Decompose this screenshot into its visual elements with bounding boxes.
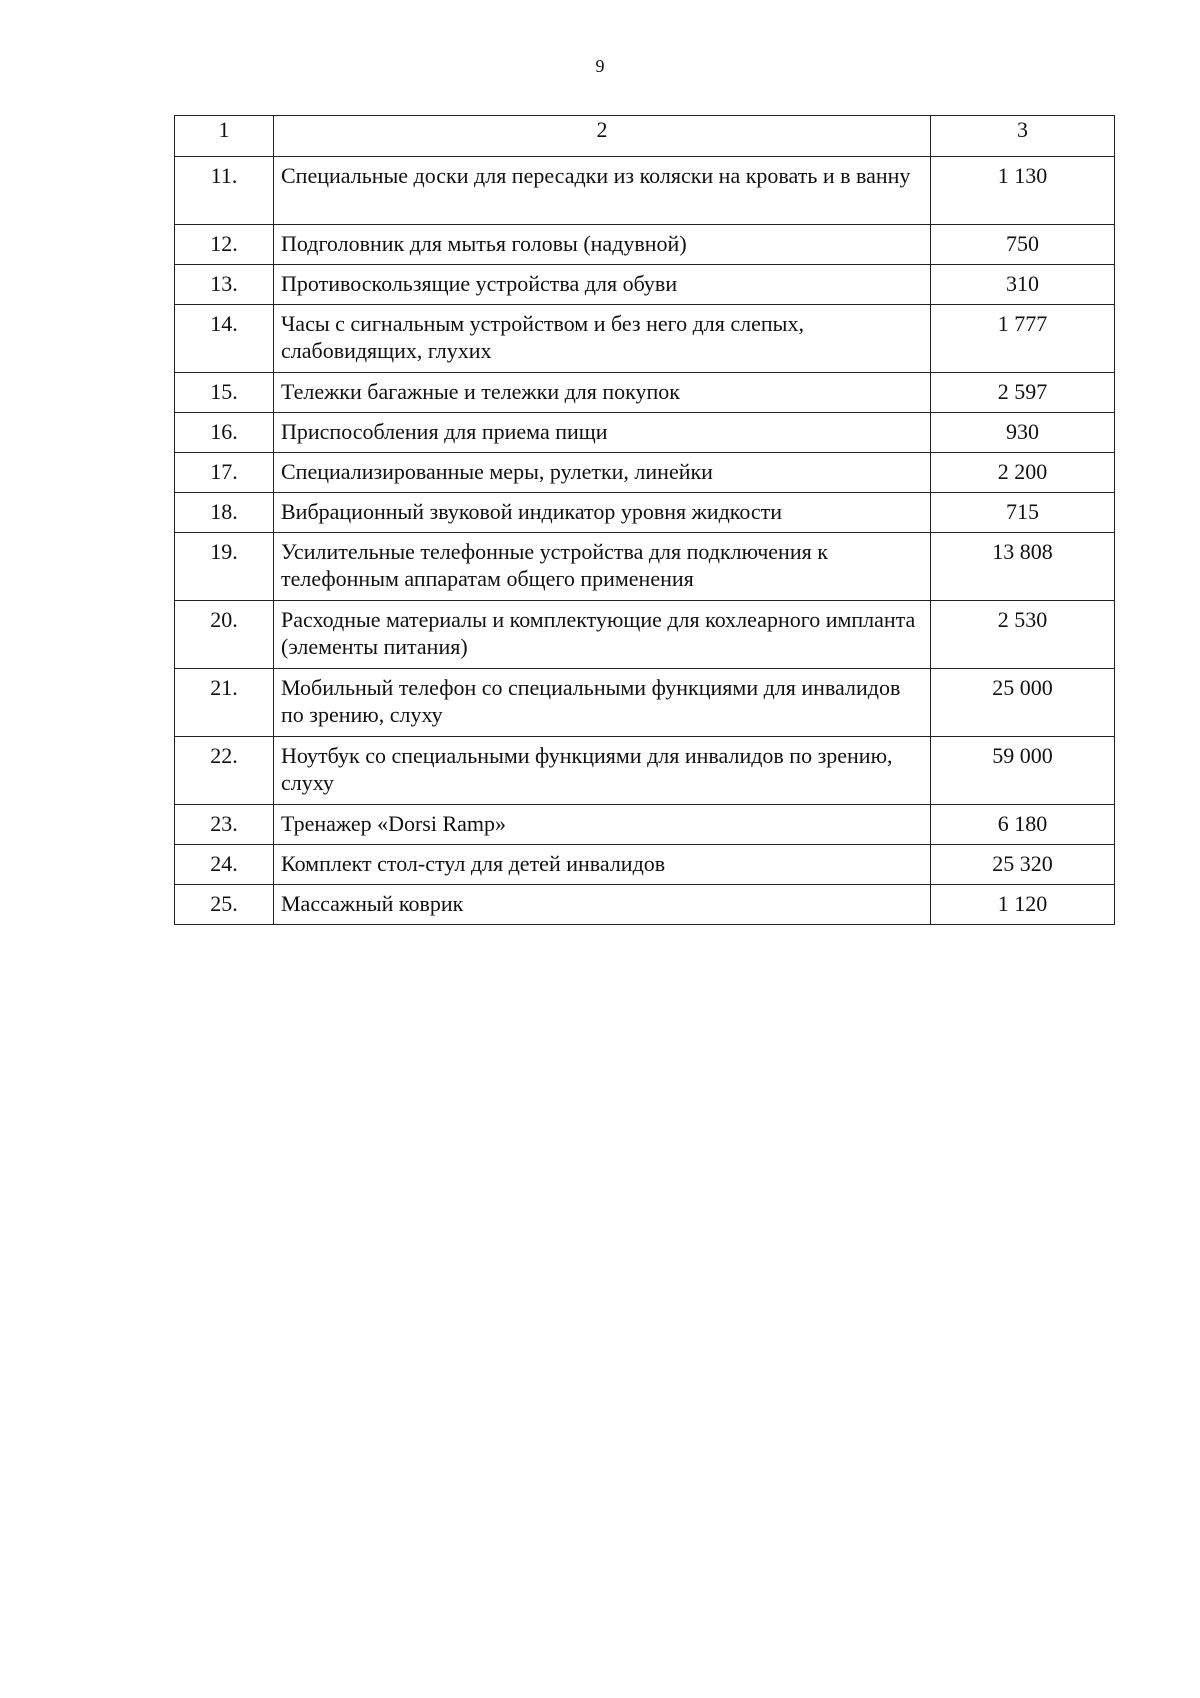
row-number: 23. xyxy=(175,805,274,845)
table-header-row xyxy=(175,116,1115,157)
row-name: Ноутбук со специальными функциями для инвалидов по зрению, слуху xyxy=(274,737,931,805)
row-price: 2 200 xyxy=(931,453,1115,493)
table-row xyxy=(175,413,1115,453)
row-number: 24. xyxy=(175,845,274,885)
header-cell-name: 2 xyxy=(274,116,931,157)
row-price: 1 130 xyxy=(931,157,1115,225)
table-row xyxy=(175,533,1115,601)
row-number: 11. xyxy=(175,157,274,225)
table-row xyxy=(175,225,1115,265)
row-number: 13. xyxy=(175,265,274,305)
table-row xyxy=(175,737,1115,805)
table-row xyxy=(175,885,1115,925)
row-price: 6 180 xyxy=(931,805,1115,845)
row-price: 310 xyxy=(931,265,1115,305)
row-price: 2 597 xyxy=(931,373,1115,413)
page-number: 9 xyxy=(595,56,605,76)
row-number: 16. xyxy=(175,413,274,453)
row-price: 715 xyxy=(931,493,1115,533)
row-price: 1 120 xyxy=(931,885,1115,925)
row-number: 20. xyxy=(175,601,274,669)
row-number: 17. xyxy=(175,453,274,493)
row-number: 22. xyxy=(175,737,274,805)
table-row xyxy=(175,265,1115,305)
header-cell-number: 1 xyxy=(175,116,274,157)
row-name: Специализированные меры, рулетки, линейки xyxy=(274,453,931,493)
row-price: 750 xyxy=(931,225,1115,265)
row-number: 15. xyxy=(175,373,274,413)
row-name: Вибрационный звуковой индикатор уровня жидкости xyxy=(274,493,931,533)
table-row xyxy=(175,305,1115,373)
row-number: 12. xyxy=(175,225,274,265)
row-name: Приспособления для приема пищи xyxy=(274,413,931,453)
price-table xyxy=(174,115,1115,925)
row-name: Массажный коврик xyxy=(274,885,931,925)
row-number: 25. xyxy=(175,885,274,925)
table-row xyxy=(175,601,1115,669)
row-number: 19. xyxy=(175,533,274,601)
row-price: 2 530 xyxy=(931,601,1115,669)
row-price: 25 000 xyxy=(931,669,1115,737)
table-row xyxy=(175,805,1115,845)
table-row xyxy=(175,373,1115,413)
table-row xyxy=(175,157,1115,225)
row-price: 930 xyxy=(931,413,1115,453)
row-name: Подголовник для мытья головы (надувной) xyxy=(274,225,931,265)
row-name: Тележки багажные и тележки для покупок xyxy=(274,373,931,413)
row-name: Усилительные телефонные устройства для подключения к телефонным аппаратам общего применения xyxy=(274,533,931,601)
row-number: 18. xyxy=(175,493,274,533)
row-name: Часы с сигнальным устройством и без него для слепых, слабовидящих, глухих xyxy=(274,305,931,373)
row-number: 21. xyxy=(175,669,274,737)
table-row xyxy=(175,845,1115,885)
table-row xyxy=(175,493,1115,533)
row-price: 59 000 xyxy=(931,737,1115,805)
row-name: Комплект стол-стул для детей инвалидов xyxy=(274,845,931,885)
header-cell-price: 3 xyxy=(931,116,1115,157)
row-name: Расходные материалы и комплектующие для кохлеарного импланта (элементы питания) xyxy=(274,601,931,669)
row-price: 13 808 xyxy=(931,533,1115,601)
row-price: 25 320 xyxy=(931,845,1115,885)
row-name: Специальные доски для пересадки из коляски на кровать и в ванну xyxy=(274,157,931,225)
table-row xyxy=(175,453,1115,493)
row-number: 14. xyxy=(175,305,274,373)
row-price: 1 777 xyxy=(931,305,1115,373)
table-row xyxy=(175,669,1115,737)
row-name: Мобильный телефон со специальными функциями для инвалидов по зрению, слуху xyxy=(274,669,931,737)
row-name: Тренажер «Dorsi Ramp» xyxy=(274,805,931,845)
row-name: Противоскользящие устройства для обуви xyxy=(274,265,931,305)
